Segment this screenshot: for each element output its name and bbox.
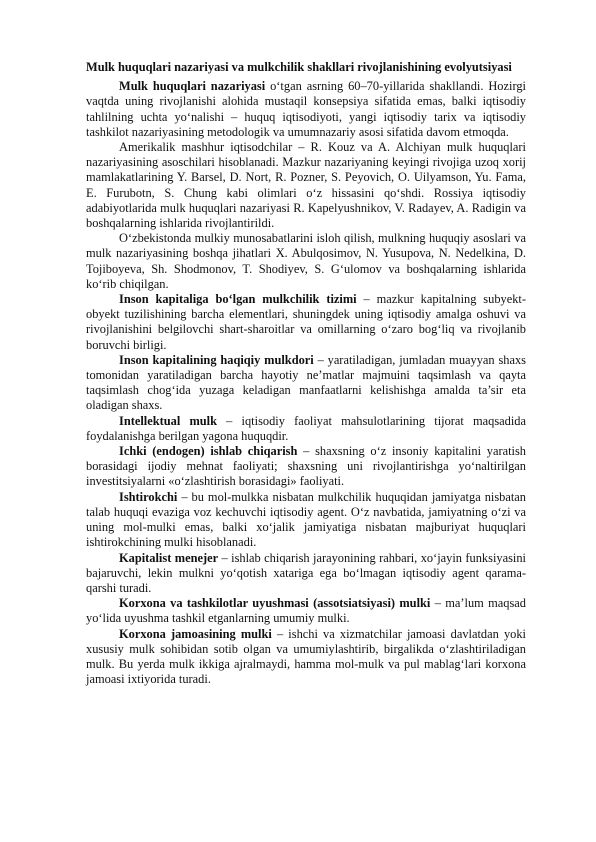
- paragraph-text: – mazkur kapitalning subyekt-obyekt tuzilishining barcha elementlari, shuningdek uning iqtisodiy amalga oshuvi va rivojlanishini belgilovchi shart-sharoitlar va omillarning o‘zaro bog‘liq va rivojlanib boruvchi birligi.: [86, 292, 526, 352]
- paragraph: [86, 79, 526, 140]
- paragraph-text: – bu mol-mulkka nisbatan mulkchilik huquqidan jamiyatga nisbatan talab huquqi evaziga voz kechuvchi iqtisodiy agent. O‘z navbatida, jamiyatning o‘zi va uning mol-mulki emas, balki xo‘jalik jamiyatiga nisbatan majburiyat huquqlari ishtirokchining mulki hisoblanadi.: [86, 489, 526, 550]
- paragraph: [86, 140, 526, 231]
- term: Inson kapitalining haqiqiy mulkdori: [119, 352, 314, 367]
- term: Inson kapitaliga bo‘lgan mulkchilik tizimi: [119, 292, 357, 307]
- paragraph-text: O‘zbekistonda mulkiy munosabatlarini isloh qilish, mulkning huquqiy asoslari va mulk nazariyasining boshqa jihatlari X. Abulqosimov, N. Yusupova, N. Nedelkina, D. Tojiboyeva, Sh. Shodmonov, T. Shodiyev, S. G‘ulomov va boshqalarning ishlarida ko‘rib chiqilgan.: [86, 231, 526, 291]
- paragraph: [86, 231, 526, 292]
- term: Ishtirokchi: [119, 489, 178, 504]
- paragraph-text: – ishchi va xizmatchilar jamoasi davlatdan yoki xususiy mulk sohibidan sotib olgan va umumiylashtirib, birgalikda o‘zlashtiriladigan mulk. Bu yerda mulk ikkiga ajralmaydi, hamma mol-mulk va pul mablag‘lari korxona jamoasi ixtiyorida turadi.: [86, 626, 526, 687]
- paragraph-text: – yaratiladigan, jumladan muayyan shaxs tomonidan yaratiladigan barcha hayotiy ne’matlar majmuini taqsimlash va qayta taqsimlash chog‘ida yuzaga keladigan manfaatlarni kelishishga amalda ta’sir eta oladigan shaxs.: [86, 352, 526, 413]
- paragraph-text: o‘tgan asrning 60–70-yillarida shakllandi. Hozirgi vaqtda uning rivojlanishi alohida mustaqil konsepsiya sifatida emas, balki iqtisodiy tahlilning uchta yo‘nalishi – huquq iqtisodiyoti, yangi iqtisodiy tarix va iqtisodiy tashkilot nazariyasining metodologik va umumnazariy asosi sifatida davom etmoqda.: [86, 79, 526, 139]
- paragraph: [86, 596, 526, 626]
- paragraph-text: – ma’lum maqsad yo‘lida uyushma tashkil etganlarning umumiy mulki.: [86, 596, 526, 626]
- paragraph: [86, 490, 526, 551]
- term: Korxona va tashkilotlar uyushmasi (assotsiatsiyasi) mulki: [119, 596, 431, 611]
- term: Ichki (endogen) ishlab chiqarish: [119, 444, 298, 459]
- section-title: Mulk huquqlari nazariyasi va mulkchilik shakllari rivojlanishining evolyutsiyasi: [86, 60, 512, 74]
- paragraph: [86, 551, 526, 597]
- paragraph: [86, 353, 526, 414]
- paragraph: [86, 627, 526, 688]
- paragraph-text: – ishlab chiqarish jarayonining rahbari, xo‘jayin funksiyasini bajaruvchi, lekin mulkni yo‘qotish xatariga ega bo‘lmagan iqtisodiy agent qarama-qarshi turadi.: [86, 550, 526, 595]
- term: Kapitalist menejer: [119, 550, 219, 565]
- paragraph: [86, 414, 526, 444]
- term: Mulk huquqlari nazariyasi: [119, 79, 266, 94]
- paragraph-text: Amerikalik mashhur iqtisodchilar – R. Kouz va A. Alchiyan mulk huquqlari nazariyasining asoschilari hisoblanadi. Mazkur nazariyaning keyingi rivojiga uzoq xorij mamlakatlarining Y. Barsel, D. Nort, R. Pozner, S. Peyovich, O. Uilyamson, Yu. Fama, E. Furubotn, S. Chung kabi olimlari o‘z hissasini qo‘shdi. Rossiya iqtisodiy adabiyotlarida mulk huquqlari nazariyasi R. Kapelyushnikov, V. Radayev, A. Radigin va boshqalarning ishlarida rivojlantirildi.: [86, 140, 526, 231]
- term: Intellektual mulk: [119, 413, 217, 428]
- paragraph-text: – iqtisodiy faoliyat mahsulotlarining tijorat maqsadida foydalanishga berilgan yagona huquqdir.: [86, 413, 527, 443]
- paragraph: [86, 444, 526, 490]
- paragraph-text: – shaxsning o‘z insoniy kapitalini yaratish borasidagi ijodiy mehnat faoliyati; shaxsning uni rivojlantirishga yo‘naltirilgan investitsiyalarni «o‘zlashtirish borasidagi» faoliyati.: [86, 444, 526, 489]
- document-page: [86, 60, 526, 687]
- paragraph: [86, 292, 526, 353]
- term: Korxona jamoasining mulki: [119, 626, 272, 641]
